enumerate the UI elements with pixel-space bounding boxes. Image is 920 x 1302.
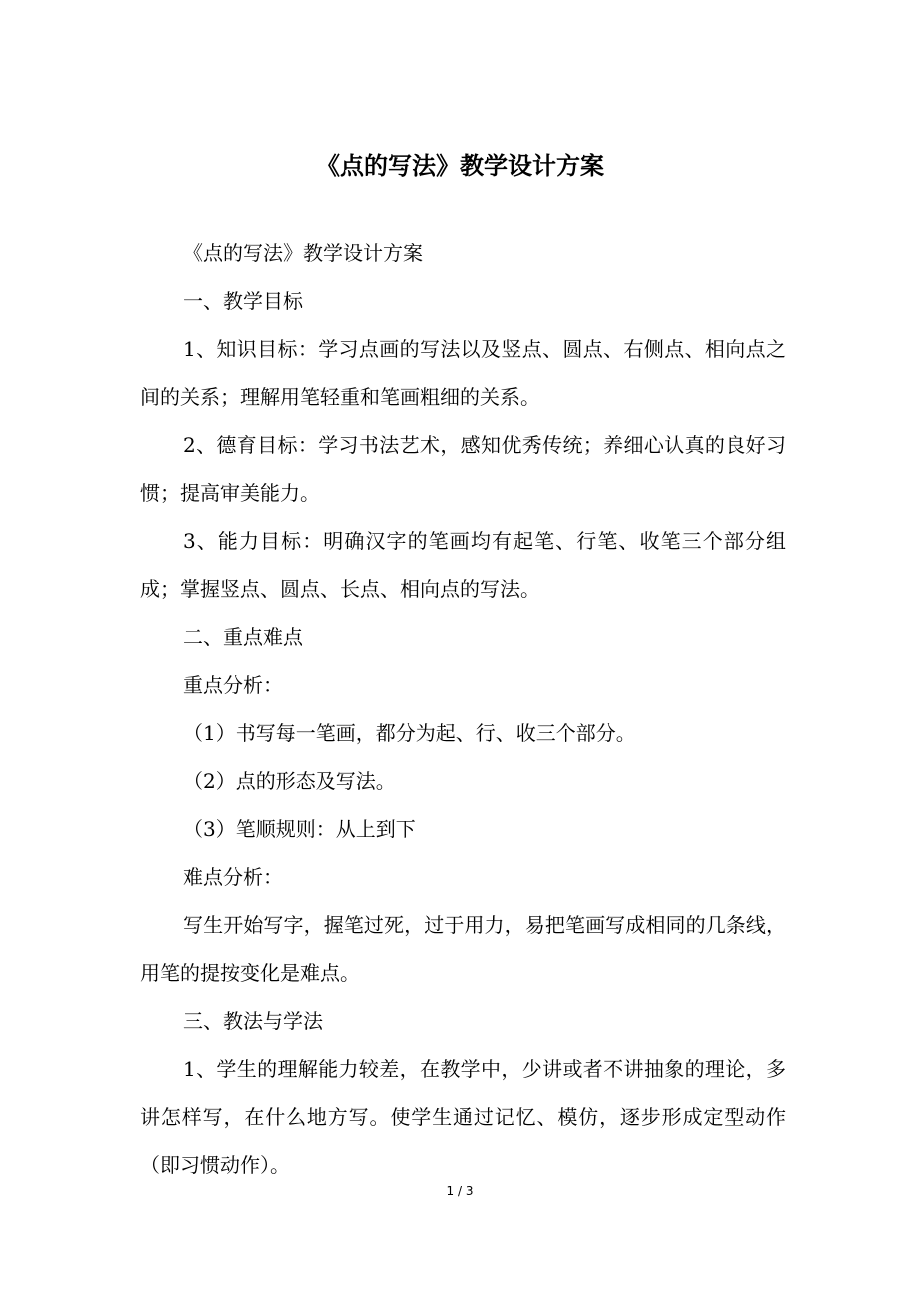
paragraph-key-point-1: （1）书写每一笔画，都分为起、行、收三个部分。 — [183, 721, 636, 745]
heading-key-difficulties: 二、重点难点 — [183, 625, 303, 649]
document-title: 《点的写法》教学设计方案 — [316, 152, 604, 180]
paragraph-subtitle: 《点的写法》教学设计方案 — [183, 241, 423, 265]
heading-teaching-objectives: 一、教学目标 — [183, 289, 303, 313]
paragraph-difficulty-description: 写生开始写字，握笔过死，过于用力，易把笔画写成相同的几条线，用笔的提按变化是难点。 — [140, 913, 786, 985]
paragraph-knowledge-objective: 1、知识目标：学习点画的写法以及竖点、圆点、右侧点、相向点之间的关系；理解用笔轻重和笔画粗细的关系。 — [140, 337, 786, 409]
page-number: 1 / 3 — [446, 1184, 474, 1198]
paragraph-ability-objective: 3、能力目标：明确汉字的笔画均有起笔、行笔、收笔三个部分组成；掌握竖点、圆点、长点、相向点的写法。 — [140, 529, 786, 601]
heading-teaching-methods: 三、教法与学法 — [183, 1009, 323, 1033]
paragraph-key-point-3: （3）笔顺规则：从上到下 — [183, 817, 416, 841]
paragraph-difficulty-analysis-label: 难点分析： — [183, 865, 283, 889]
paragraph-moral-objective: 2、德育目标：学习书法艺术，感知优秀传统；养细心认真的良好习惯；提高审美能力。 — [140, 433, 786, 505]
document-body — [140, 229, 786, 1189]
paragraph-key-analysis-label: 重点分析： — [183, 673, 283, 697]
paragraph-method-1: 1、学生的理解能力较差，在教学中，少讲或者不讲抽象的理论，多讲怎样写，在什么地方写。使学生通过记忆、模仿，逐步形成定型动作（即习惯动作）。 — [140, 1057, 786, 1177]
paragraph-key-point-2: （2）点的形态及写法。 — [183, 769, 396, 793]
